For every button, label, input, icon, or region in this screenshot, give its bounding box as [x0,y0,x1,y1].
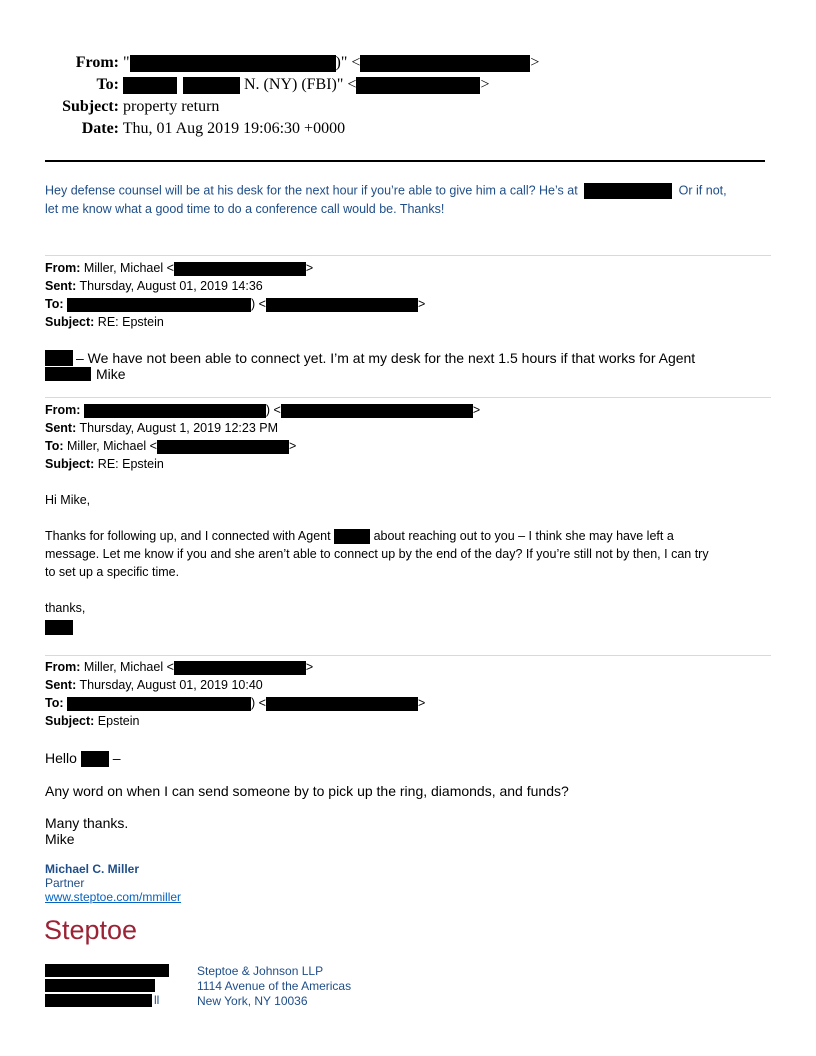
email3-dash: – [112,750,121,766]
gt: > [472,403,481,417]
redaction [67,298,251,312]
redaction [183,77,240,94]
header-from-close: )" < [335,54,361,71]
email2-from [45,403,480,418]
email2-sent-value: Thursday, August 1, 2019 12:23 PM [79,421,279,435]
redaction [45,964,169,977]
gt: > [305,660,314,674]
email2-signoff: thanks, [45,601,86,615]
email2-subject [45,457,164,471]
top-message-line2: let me know what a good time to do a conference call would be. Thanks! [45,202,445,216]
redaction [81,751,109,767]
email1-body-line2: Mike [96,366,126,382]
email2-from-mid: ) < [265,403,281,417]
email2-body-line3: to set up a specific time. [45,565,180,579]
redaction [281,404,473,418]
email1-subject [45,315,164,329]
gt: > [305,261,314,275]
email3-sent [45,678,263,692]
email2-subject-value: RE: Epstein [97,457,164,471]
email1-sent-label: Sent: [45,279,77,293]
header-subject: property return [123,98,220,115]
redaction [45,350,73,366]
signature-title: Partner [45,876,85,890]
email1-subject-value: RE: Epstein [97,315,164,329]
header-to-row [0,76,489,94]
email3-from-value: Miller, Michael < [83,660,174,674]
gt: > [288,439,297,453]
redaction [174,262,306,276]
redaction [157,440,289,454]
email3-subject [45,714,140,728]
header-date-label: Date: [81,120,119,137]
redaction [45,994,152,1007]
gt: > [417,696,426,710]
redaction [174,661,306,675]
email2-sent-label: Sent: [45,421,77,435]
email2-greeting: Hi Mike, [45,493,91,507]
email3-thanks: Many thanks. [45,815,129,831]
header-to-text: N. (NY) (FBI)" < [244,76,357,93]
top-message-text: Hey defense counsel will be at his desk for the next hour if you’re able to give him a call? He’s at [45,183,578,198]
email-divider [45,255,771,256]
redaction [584,183,672,199]
redaction [356,77,480,94]
email3-hello [45,750,120,767]
signature-firm: Steptoe & Johnson LLP [197,964,324,978]
email1-sent-value: Thursday, August 01, 2019 14:36 [79,279,263,293]
header-to-label: To: [96,76,119,93]
redaction [123,77,177,94]
redaction [45,979,155,992]
signature-link[interactable]: www.steptoe.com/mmiller [45,890,182,904]
email3-from [45,660,313,675]
email1-from-label: From: [45,261,81,275]
redaction [45,367,91,381]
header-date: Thu, 01 Aug 2019 19:06:30 +0000 [122,120,346,137]
redaction [266,697,418,711]
email2-body-line2: message. Let me know if you and she aren’t able to connect up by the end of the day? If you’re still not by then, I can try [45,547,709,561]
email2-sent [45,421,278,435]
redaction [130,55,336,72]
email3-to-mid: ) < [251,696,266,710]
signature-name: Michael C. Miller [45,862,140,876]
email1-from [45,261,313,276]
email2-to [45,439,296,454]
email1-sent [45,279,263,293]
email1-subject-label: Subject: [45,315,95,329]
top-message-line1 [45,183,727,199]
header-from-quote: " [123,54,130,71]
email3-sent-label: Sent: [45,678,77,692]
email3-from-label: From: [45,660,81,674]
email1-to [45,297,425,312]
email3-subject-label: Subject: [45,714,95,728]
email3-to-label: To: [45,696,64,710]
email3-to [45,696,425,711]
email2-to-label: To: [45,439,64,453]
header-divider [45,160,765,162]
email3-sent-value: Thursday, August 01, 2019 10:40 [79,678,263,692]
email3-name: Mike [45,831,75,847]
header-subject-label: Subject: [62,98,119,115]
email-divider [45,655,771,656]
email3-body: Any word on when I can send someone by to pick up the ring, diamonds, and funds? [45,783,569,799]
redaction [334,529,370,544]
header-from-row [0,54,539,72]
top-message-text: Or if not, [678,183,727,198]
email3-hello-text: Hello [45,750,77,766]
steptoe-logo: Steptoe [44,915,138,945]
email2-to-value: Miller, Michael < [67,439,157,453]
signature-stray-text: ll [154,993,160,1007]
redaction [266,298,418,312]
signature-address2: New York, NY 10036 [197,994,308,1008]
header-from-label: From: [75,54,119,71]
email1-body-line1: – We have not been able to connect yet. I’m at my desk for the next 1.5 hours if that works for Agent [76,350,696,366]
email2-body-line1 [45,529,674,544]
header-subject-row [0,98,219,116]
signature-address1: 1114 Avenue of the Americas [197,979,352,993]
header-to-end: > [480,76,490,93]
email3-subject-value: Epstein [97,714,140,728]
email1-from-value: Miller, Michael < [83,261,174,275]
email2-body-text: Thanks for following up, and I connected with Agent [45,529,331,543]
email2-body-text: about reaching out to you – I think she may have left a [373,529,674,543]
redaction [84,404,266,418]
gt: > [417,297,426,311]
header-date-row [0,120,345,138]
email1-to-mid: ) < [251,297,266,311]
email2-subject-label: Subject: [45,457,95,471]
redaction [67,697,251,711]
redaction [45,620,73,635]
email-divider [45,397,771,398]
email2-from-label: From: [45,403,81,417]
redaction [360,55,530,72]
email1-to-label: To: [45,297,64,311]
header-from-end: > [530,54,540,71]
